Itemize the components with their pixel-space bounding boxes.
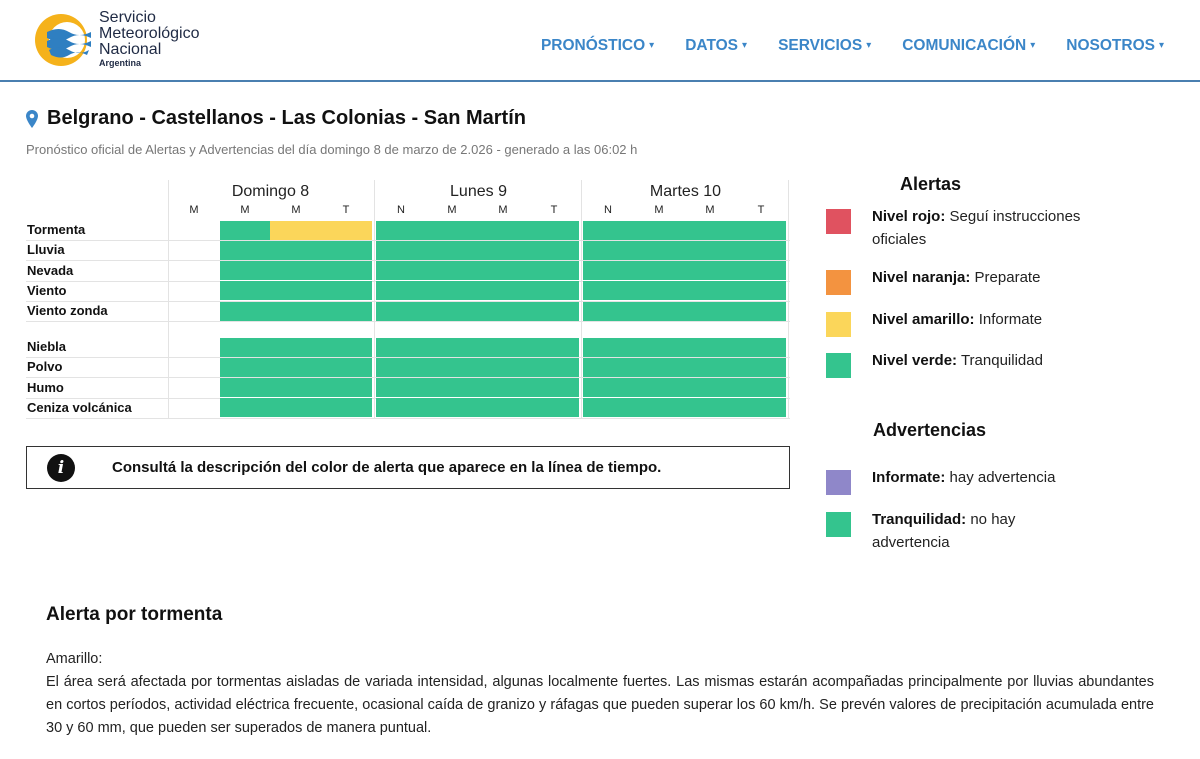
timeline-cell-green[interactable] bbox=[583, 302, 634, 321]
hazard-label: Polvo bbox=[27, 359, 63, 375]
timeline-cell-green[interactable] bbox=[478, 281, 529, 300]
nav-comunicacion[interactable] bbox=[902, 37, 1035, 55]
logo-line: Meteorológico bbox=[99, 25, 200, 42]
timeline-cell-green[interactable] bbox=[736, 338, 786, 357]
nav-label: COMUNICACIÓN bbox=[902, 37, 1027, 54]
timeline-cell-green[interactable] bbox=[529, 378, 579, 397]
timeline-cell-green[interactable] bbox=[321, 398, 372, 417]
timeline-cell-green[interactable] bbox=[270, 241, 321, 260]
hazard-label: Niebla bbox=[27, 339, 67, 354]
legend-item-name: Nivel amarillo: bbox=[872, 311, 975, 328]
timeline-cell-yellow[interactable] bbox=[270, 221, 321, 240]
legend-item-desc: Preparate bbox=[970, 269, 1041, 286]
hazard-label: Ceniza volcánica bbox=[27, 399, 132, 415]
time-slot-label: T bbox=[342, 204, 350, 216]
timeline-cell-green[interactable] bbox=[685, 221, 736, 240]
timeline-cell-green[interactable] bbox=[478, 241, 529, 260]
timeline-cell-green[interactable] bbox=[270, 358, 321, 377]
timeline-cell-green[interactable] bbox=[478, 378, 529, 397]
legend-item bbox=[872, 466, 1082, 489]
time-slot-label: M bbox=[498, 204, 508, 216]
timeline-cell-green[interactable] bbox=[529, 221, 579, 240]
hazard-label: Nevada bbox=[27, 262, 74, 278]
timeline-cell-green[interactable] bbox=[376, 398, 427, 417]
info-icon: i bbox=[47, 454, 75, 482]
legend-swatch bbox=[826, 312, 851, 337]
day-separator bbox=[374, 180, 375, 418]
info-text: Consultá la descripción del color de alerta que aparece en la línea de tiempo. bbox=[112, 459, 662, 476]
timeline-cell-green[interactable] bbox=[478, 398, 529, 417]
timeline-cell-green[interactable] bbox=[321, 302, 372, 321]
timeline-cell-green[interactable] bbox=[478, 261, 529, 280]
timeline-cell-green[interactable] bbox=[529, 281, 579, 300]
day-separator bbox=[788, 180, 789, 418]
timeline-cell-green[interactable] bbox=[736, 378, 786, 397]
logo-line: Nacional bbox=[99, 41, 162, 58]
legend-warnings-title: Advertencias bbox=[873, 420, 987, 440]
logo-line: Servicio bbox=[99, 9, 156, 26]
timeline-cell-green[interactable] bbox=[583, 241, 634, 260]
timeline-cell-green[interactable] bbox=[634, 378, 685, 397]
timeline-cell-green[interactable] bbox=[634, 241, 685, 260]
timeline-cell-green[interactable] bbox=[736, 261, 786, 280]
legend-swatch bbox=[826, 270, 851, 295]
timeline-cell-green[interactable] bbox=[736, 358, 786, 377]
nav-nosotros[interactable] bbox=[1066, 37, 1164, 55]
timeline-cell-green[interactable] bbox=[427, 221, 478, 240]
time-slot-label: M bbox=[447, 204, 457, 216]
timeline-cell-green[interactable] bbox=[321, 358, 372, 377]
caret-down-icon: ▾ bbox=[649, 40, 655, 51]
timeline-cell-green[interactable] bbox=[376, 358, 427, 377]
legend-item-name: Informate: bbox=[872, 469, 946, 486]
timeline-cell-green[interactable] bbox=[321, 378, 372, 397]
caret-down-icon: ▾ bbox=[1030, 40, 1036, 51]
timeline-cell-green[interactable] bbox=[376, 261, 427, 280]
alert-detail-body: El área será afectada por tormentas aisladas de variada intensidad, algunas localmente fuertes. Las mismas estarán acompañadas principalmente por lluvias abundantes en cortos períodos, actividad eléctrica frecuente, ocasional caída de granizo y ráfagas que pueden superar los 60 km/h. Se prevén valores de precipitación acumulada entre 30 y 60 mm, que pueden ser superados de manera puntual. bbox=[46, 674, 1154, 736]
page-title: Belgrano - Castellanos - Las Colonias - San Martín bbox=[47, 107, 526, 129]
timeline-cell-green[interactable] bbox=[220, 261, 270, 280]
timeline-cell-green[interactable] bbox=[736, 302, 786, 321]
legend-swatch bbox=[826, 209, 851, 234]
timeline-cell-green[interactable] bbox=[634, 281, 685, 300]
timeline-cell-green[interactable] bbox=[376, 241, 427, 260]
legend-item-desc: Seguí instrucciones oficiales bbox=[872, 208, 1081, 248]
row-divider bbox=[26, 321, 790, 322]
timeline-cell-green[interactable] bbox=[583, 358, 634, 377]
nav-label: PRONÓSTICO bbox=[540, 37, 646, 54]
legend-alerts-title: Alertas bbox=[900, 174, 962, 194]
nav-pronostico[interactable] bbox=[541, 37, 654, 55]
legend-swatch bbox=[826, 470, 851, 495]
timeline-cell-green[interactable] bbox=[321, 281, 372, 300]
legend-item-desc: no hay advertencia bbox=[872, 511, 1016, 551]
timeline-cell-green[interactable] bbox=[685, 358, 736, 377]
timeline-cell-green[interactable] bbox=[583, 398, 634, 417]
day-label: Martes 10 bbox=[649, 183, 722, 200]
hazard-label: Lluvia bbox=[27, 242, 65, 258]
location-heading bbox=[26, 107, 526, 130]
timeline-cell-green[interactable] bbox=[478, 358, 529, 377]
timeline-cell-green[interactable] bbox=[634, 302, 685, 321]
nav-label: DATOS bbox=[685, 37, 739, 54]
timeline-cell-yellow[interactable] bbox=[321, 221, 372, 240]
page-subtitle: Pronóstico oficial de Alertas y Advertencias del día domingo 8 de marzo de 2.026 - generado a las 06:02 h bbox=[26, 142, 638, 157]
timeline-cell-green[interactable] bbox=[685, 302, 736, 321]
timeline-cell-green[interactable] bbox=[478, 338, 529, 357]
timeline-cell-green[interactable] bbox=[321, 241, 372, 260]
timeline-cell-green[interactable] bbox=[685, 398, 736, 417]
timeline-cell-green[interactable] bbox=[583, 338, 634, 357]
day-separator bbox=[168, 180, 169, 418]
timeline-cell-green[interactable] bbox=[529, 338, 579, 357]
caret-down-icon: ▾ bbox=[866, 40, 872, 51]
timeline-cell-green[interactable] bbox=[321, 261, 372, 280]
timeline-cell-green[interactable] bbox=[583, 378, 634, 397]
legend-item-name: Nivel verde: bbox=[872, 352, 958, 369]
time-slot-label: M bbox=[654, 204, 664, 216]
timeline-cell-green[interactable] bbox=[270, 281, 321, 300]
legend-item bbox=[872, 205, 1082, 251]
legend-item-name: Tranquilidad: bbox=[872, 511, 967, 528]
timeline-cell-green[interactable] bbox=[220, 241, 270, 260]
timeline-cell-green[interactable] bbox=[270, 378, 321, 397]
timeline-cell-green[interactable] bbox=[427, 398, 478, 417]
time-slot-label: T bbox=[550, 204, 558, 216]
timeline-cell-green[interactable] bbox=[220, 338, 270, 357]
timeline-cell-green[interactable] bbox=[583, 221, 634, 240]
timeline-cell-green[interactable] bbox=[427, 378, 478, 397]
timeline-cell-green[interactable] bbox=[634, 221, 685, 240]
timeline-cell-green[interactable] bbox=[220, 358, 270, 377]
legend-item-desc: hay advertencia bbox=[945, 469, 1056, 486]
timeline-cell-green[interactable] bbox=[529, 241, 579, 260]
main-nav bbox=[541, 37, 1164, 55]
legend-item-desc: Tranquilidad bbox=[957, 352, 1043, 369]
timeline-cell-green[interactable] bbox=[634, 358, 685, 377]
map-pin-icon bbox=[26, 110, 38, 128]
timeline-cell-green[interactable] bbox=[583, 281, 634, 300]
logo-line: Argentina bbox=[99, 58, 142, 68]
nav-label: NOSOTROS bbox=[1066, 37, 1155, 54]
timeline-cell-green[interactable] bbox=[270, 338, 321, 357]
nav-label: SERVICIOS bbox=[778, 37, 863, 54]
time-slot-label: T bbox=[757, 204, 765, 216]
timeline-cell-green[interactable] bbox=[427, 338, 478, 357]
smn-logo-icon bbox=[33, 12, 93, 68]
row-divider bbox=[26, 418, 790, 419]
caret-down-icon: ▾ bbox=[742, 40, 748, 51]
legend-item-name: Nivel rojo: bbox=[872, 208, 946, 225]
timeline-cell-green[interactable] bbox=[376, 378, 427, 397]
timeline-cell-green[interactable] bbox=[736, 281, 786, 300]
timeline-cell-green[interactable] bbox=[478, 302, 529, 321]
timeline-cell-green[interactable] bbox=[478, 221, 529, 240]
legend-item bbox=[872, 266, 1082, 289]
time-slot-label: M bbox=[240, 204, 250, 216]
timeline-cell-green[interactable] bbox=[376, 338, 427, 357]
timeline-cell-green[interactable] bbox=[529, 261, 579, 280]
site-header bbox=[0, 0, 1200, 82]
legend-item bbox=[872, 308, 1082, 331]
timeline-cell-green[interactable] bbox=[220, 281, 270, 300]
timeline-cell-green[interactable] bbox=[685, 281, 736, 300]
time-slot-label: N bbox=[604, 204, 612, 216]
smn-logo[interactable] bbox=[33, 10, 223, 70]
info-box bbox=[26, 446, 790, 489]
timeline-cell-green[interactable] bbox=[321, 338, 372, 357]
timeline-cell-green[interactable] bbox=[220, 302, 270, 321]
hazard-label: Tormenta bbox=[27, 222, 86, 237]
timeline-cell-green[interactable] bbox=[376, 302, 427, 321]
timeline-cell-green[interactable] bbox=[685, 338, 736, 357]
timeline-cell-green[interactable] bbox=[634, 338, 685, 357]
hazard-label: Humo bbox=[27, 379, 64, 395]
timeline-cell-green[interactable] bbox=[685, 261, 736, 280]
nav-servicios[interactable] bbox=[778, 37, 871, 55]
timeline-cell-green[interactable] bbox=[736, 398, 786, 417]
timeline-cell-green[interactable] bbox=[220, 398, 270, 417]
day-separator bbox=[581, 180, 582, 418]
time-slot-label: N bbox=[397, 204, 405, 216]
timeline-cell-green[interactable] bbox=[427, 281, 478, 300]
timeline-cell-green[interactable] bbox=[376, 281, 427, 300]
timeline-cell-green[interactable] bbox=[270, 302, 321, 321]
timeline-cell-green[interactable] bbox=[685, 378, 736, 397]
nav-datos[interactable] bbox=[685, 37, 747, 55]
legend-item-desc: Informate bbox=[974, 311, 1043, 328]
legend-item bbox=[872, 349, 1082, 372]
time-slot-label: M bbox=[189, 204, 199, 216]
timeline-cell-green[interactable] bbox=[427, 261, 478, 280]
hazard-label: Viento zonda bbox=[27, 303, 108, 319]
day-label: Domingo 8 bbox=[231, 183, 310, 200]
timeline-cell-green[interactable] bbox=[220, 378, 270, 397]
alert-detail-level: Amarillo: bbox=[46, 651, 103, 667]
hazard-label: Viento bbox=[27, 282, 67, 298]
legend-item bbox=[872, 508, 1082, 554]
timeline-cell-green[interactable] bbox=[270, 261, 321, 280]
timeline-cell-green[interactable] bbox=[427, 241, 478, 260]
time-slot-label: M bbox=[705, 204, 715, 216]
legend-item-name: Nivel naranja: bbox=[872, 269, 971, 286]
timeline-cell-green[interactable] bbox=[583, 261, 634, 280]
timeline-cell-green[interactable] bbox=[529, 398, 579, 417]
timeline-cell-green[interactable] bbox=[529, 358, 579, 377]
logo-text bbox=[99, 10, 200, 68]
timeline-cell-green[interactable] bbox=[634, 398, 685, 417]
timeline-cell-green[interactable] bbox=[634, 261, 685, 280]
timeline-cell-green[interactable] bbox=[736, 241, 786, 260]
timeline-cell-green[interactable] bbox=[427, 302, 478, 321]
alert-detail-title: Alerta por tormenta bbox=[46, 604, 223, 625]
timeline-cell-green[interactable] bbox=[270, 398, 321, 417]
legend-swatch bbox=[826, 512, 851, 537]
timeline-cell-green[interactable] bbox=[427, 358, 478, 377]
timeline-cell-green[interactable] bbox=[685, 241, 736, 260]
time-slot-label: M bbox=[291, 204, 301, 216]
timeline-cell-green[interactable] bbox=[376, 221, 427, 240]
caret-down-icon: ▾ bbox=[1158, 40, 1164, 51]
timeline-cell-green[interactable] bbox=[220, 221, 270, 240]
day-label: Lunes 9 bbox=[450, 183, 507, 200]
timeline-cell-green[interactable] bbox=[529, 302, 579, 321]
legend-swatch bbox=[826, 353, 851, 378]
timeline-cell-green[interactable] bbox=[736, 221, 786, 240]
